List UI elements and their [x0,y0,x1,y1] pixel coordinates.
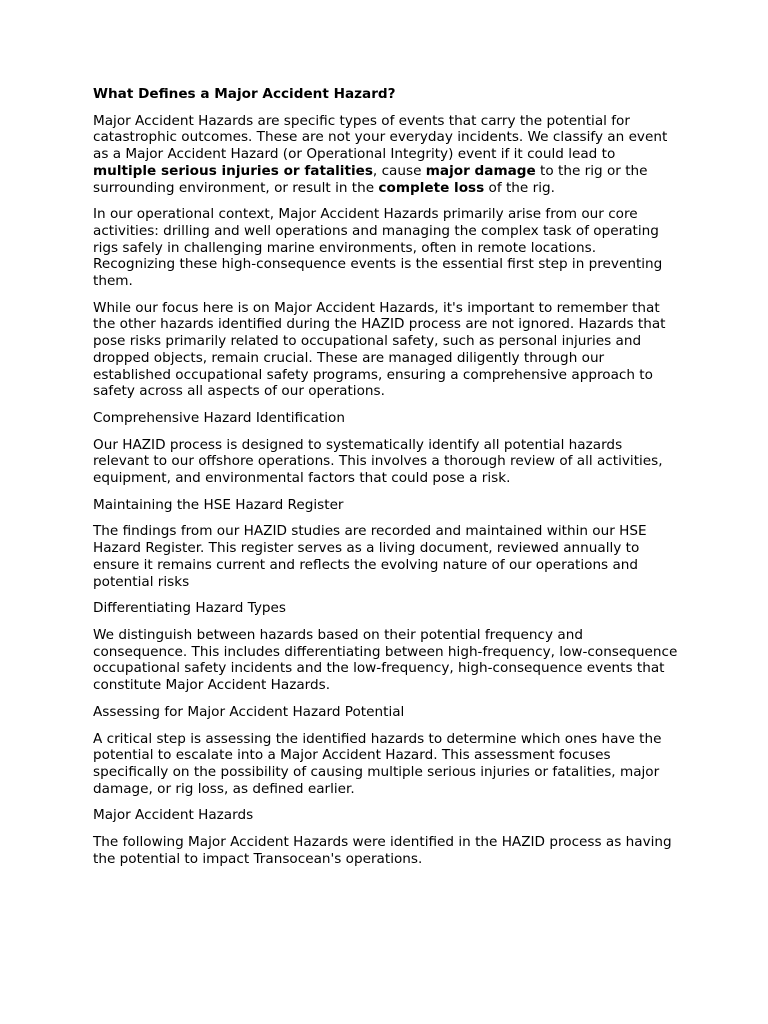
section-body-identification: Our HAZID process is designed to systematically identify all potential hazards relevant to our offshore operations. This involves a thorough review of all activities, equipment, and environmental factors that could pose a risk. [93,436,663,487]
section-heading-major-hazards: Major Accident Hazards [93,807,254,824]
intro-bold-loss: complete loss [378,179,485,196]
section-body-register: The findings from our HAZID studies are recorded and maintained within our HSE Hazard Register. This register serves as a living document, reviewed annually to ensure it remains current and reflects the evolving nature of our operations and potential risks [93,523,647,590]
intro-text-1: Major Accident Hazards are specific types of events that carry the potential for catastrophic outcomes. These are not your everyday incidents. We classify an event as a Major Accident Hazard (or Operational Integrity) event if it could lead to [93,112,668,163]
context-paragraph: In our operational context, Major Accident Hazards primarily arise from our core activities: drilling and well operations and managing the complex task of operating rigs safely in challenging marine environments, often in remote locations. Recognizing these high-consequence events is the essential first step in preventing them. [93,206,663,290]
section-heading-assessment: Assessing for Major Accident Hazard Potential [93,703,405,720]
document-page [93,86,678,877]
document-title: What Defines a Major Accident Hazard? [93,86,396,102]
section-body-assessment: A critical step is assessing the identified hazards to determine which ones have the potential to escalate into a Major Accident Hazard. This assessment focuses specifically on the possibility of causing multiple serious injuries or fatalities, major damage, or rig loss, as defined earlier. [93,730,662,797]
section-heading-register: Maintaining the HSE Hazard Register [93,496,344,513]
section-heading-identification: Comprehensive Hazard Identification [93,409,345,426]
focus-paragraph: While our focus here is on Major Accident Hazards, it's important to remember that the other hazards identified during the HAZID process are not ignored. Hazards that pose risks primarily related to occupational safety, such as personal injuries and dropped objects, remain crucial. These are managed diligently through our established occupational safety programs, ensuring a comprehensive approach to safety across all aspects of our operations. [93,299,666,400]
intro-paragraph [93,113,678,197]
intro-text-3: to the rig or the surrounding environment, or result in the [93,162,648,196]
intro-text-2: , cause [372,162,426,179]
section-heading-hazard-types: Differentiating Hazard Types [93,600,286,617]
section-body-major-hazards: The following Major Accident Hazards were identified in the HAZID process as having the potential to impact Transocean's operations. [93,834,672,867]
section-body-hazard-types: We distinguish between hazards based on their potential frequency and consequence. This includes differentiating between high-frequency, low-consequence occupational safety incidents and the low-frequency, high-consequence events that constitute Major Accident Hazards. [93,626,678,694]
intro-bold-damage: major damage [425,162,536,179]
intro-bold-injuries: multiple serious injuries or fatalities [93,162,373,179]
intro-text-4: of the rig. [484,179,555,196]
